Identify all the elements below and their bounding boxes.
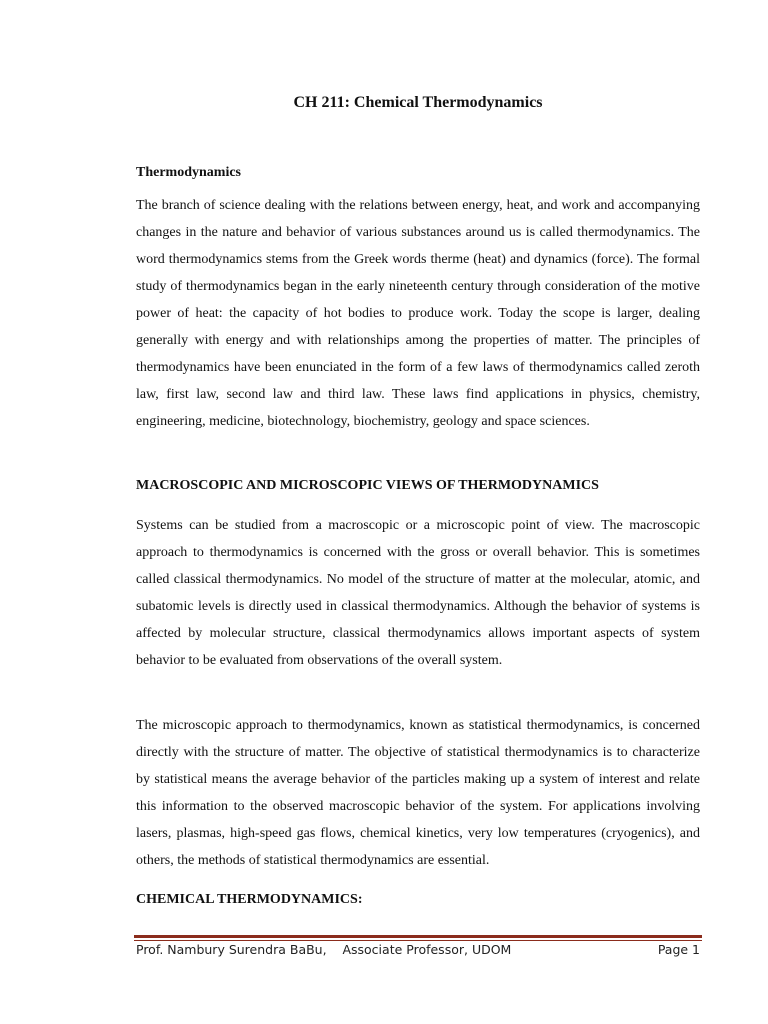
document-title: CH 211: Chemical Thermodynamics [293,94,543,111]
paragraph-microscopic-view: The microscopic approach to thermodynamics, known as statistical thermodynamics, is concerned directly with the structure of matter. The objective of statistical thermodynamics is to characterize by statistical means the average behavior of the particles making up a system of interest and relate this information to the observed macroscopic behavior of the system. For applications involving lasers, plasmas, high-speed gas flows, chemical kinetics, very low temperatures (cryogenics), and others, the methods of statistical thermodynamics are essential. [136,718,700,868]
paragraph-macroscopic-view: Systems can be studied from a macroscopic or a microscopic point of view. The macroscopic approach to thermodynamics is concerned with the gross or overall behavior. This is sometimes called classical thermodynamics. No model of the structure of matter at the molecular, atomic, and subatomic levels is directly used in classical thermodynamics. Although the behavior of systems is affected by molecular structure, classical thermodynamics allows important aspects of system behavior to be evaluated from observations of the overall system. [136,518,700,668]
footer-author: Prof. Nambury Surendra BaBu, Associate Professor, UDOM [136,942,512,957]
page-footer [136,942,700,962]
section-heading-thermodynamics: Thermodynamics [136,165,241,180]
footer-page-number: Page 1 [657,942,700,957]
paragraph-thermodynamics-definition: The branch of science dealing with the relations between energy, heat, and work and accompanying changes in the nature and behavior of various substances around us is called thermodynamics. The word thermodynamics stems from the Greek words therme (heat) and dynamics (force). The formal study of thermodynamics began in the early nineteenth century through consideration of the motive power of heat: the capacity of hot bodies to produce work. Today the scope is larger, dealing generally with energy and with relationships among the properties of matter. The principles of thermodynamics have been enunciated in the form of a few laws of thermodynamics called zeroth law, first law, second law and third law. These laws find applications in physics, chemistry, engineering, medicine, biotechnology, biochemistry, geology and space sciences. [136,198,700,429]
section-heading-chemical-thermodynamics: CHEMICAL THERMODYNAMICS: [136,892,363,907]
footer-divider-thick [134,935,702,938]
section-heading-macro-micro: MACROSCOPIC AND MICROSCOPIC VIEWS OF THERMODYNAMICS [136,478,599,493]
footer-divider-thin [134,940,702,941]
